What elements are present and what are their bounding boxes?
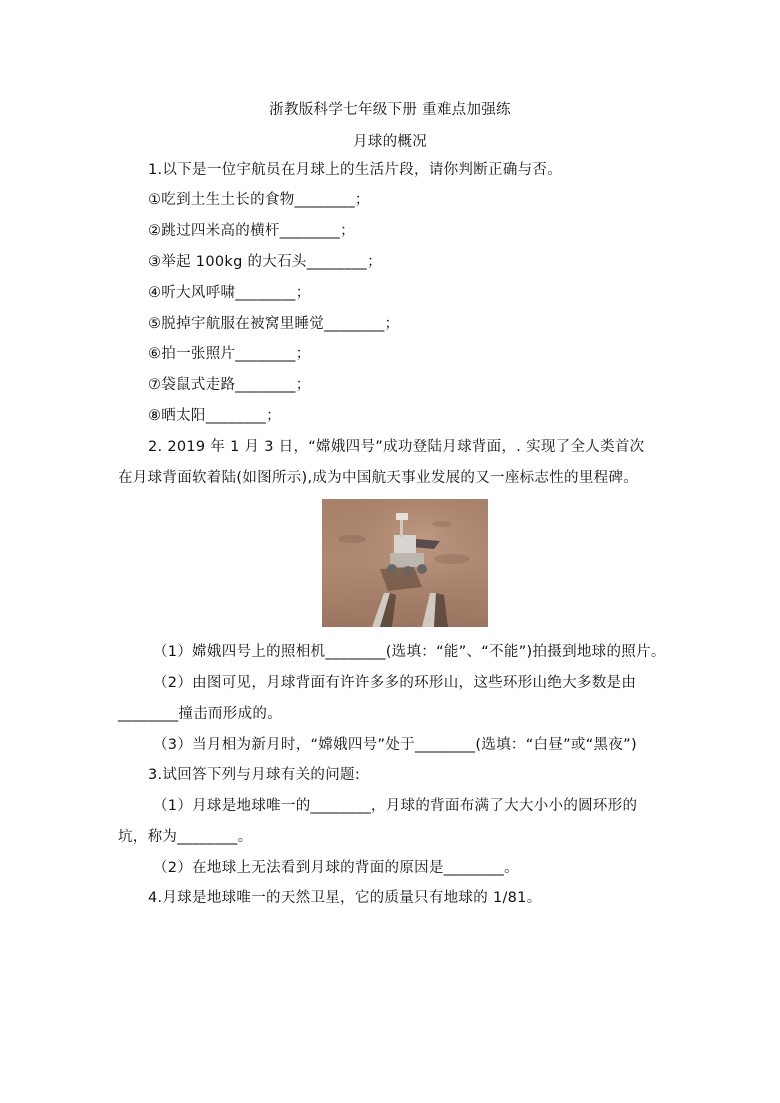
question-1-item: ⑧晒太阳________；	[148, 408, 281, 424]
question-2-part-3: （3）当月相为新月时，“嫦娥四号”处于________(选填：“白昼”或“黑夜”)	[153, 737, 637, 753]
question-1-stem: 1.以下是一位宇航员在月球上的生活片段，请你判断正确与否。	[148, 162, 563, 178]
question-3-stem: 3.试回答下列与月球有关的问题:	[148, 767, 361, 783]
question-1-item: ④听大风呼啸________；	[148, 285, 311, 301]
question-2-stem: 2. 2019 年 1 月 3 日，“嫦娥四号”成功登陆月球背面，. 实现了全人类首次	[148, 439, 645, 455]
question-1-item: ③举起 100kg 的大石头________；	[148, 254, 382, 270]
question-1-item: ⑤脱掉宇航服在被窝里睡觉________；	[148, 316, 400, 332]
question-3-part-2: （2）在地球上无法看到月球的背面的原因是________。	[153, 860, 519, 876]
question-2-part-2: （2）由图可见，月球背面有许许多多的环形山，这些环形山绝大多数是由	[153, 675, 637, 691]
question-4-stem: 4.月球是地球唯一的天然卫星，它的质量只有地球的 1/81。	[148, 890, 542, 906]
question-3-part-1: （1）月球是地球唯一的________，月球的背面布满了大大小小的圆环形的	[153, 798, 638, 814]
document-title: 浙教版科学七年级下册 重难点加强练	[269, 102, 511, 118]
question-3-part-1-continued: 坑，称为________。	[118, 829, 253, 845]
question-2-stem-continued: 在月球背面软着陆(如图所示),成为中国航天事业发展的又一座标志性的里程碑。	[118, 470, 639, 486]
question-2-part-2-continued: ________撞击而形成的。	[118, 706, 282, 722]
moon-rover-photo	[322, 499, 488, 627]
question-2-part-1: （1）嫦娥四号上的照相机________(选填：“能”、“不能”)拍摄到地球的照片。	[153, 644, 666, 660]
document-subtitle: 月球的概况	[353, 134, 427, 150]
question-1-item: ①吃到土生土长的食物________；	[148, 192, 370, 208]
question-1-item: ②跳过四米高的横杆________；	[148, 223, 355, 239]
question-1-item: ⑥拍一张照片________；	[148, 346, 311, 362]
question-1-item: ⑦袋鼠式走路________；	[148, 377, 311, 393]
moon-rover-image	[322, 499, 488, 627]
